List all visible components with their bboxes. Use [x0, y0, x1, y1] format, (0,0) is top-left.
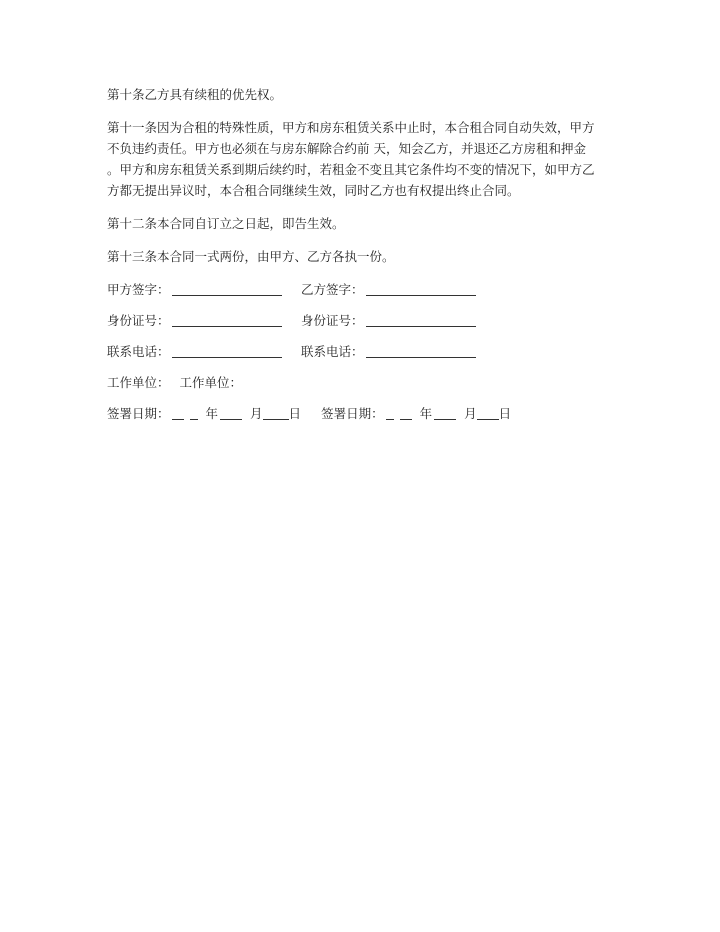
- party-b-date-label: 签署日期：: [321, 406, 384, 421]
- party-a-id-label: 身份证号：: [107, 313, 170, 328]
- party-a-signature-blank[interactable]: [172, 281, 282, 296]
- party-a-signature: [107, 279, 301, 300]
- party-a-date-label: 签署日期：: [107, 406, 170, 421]
- party-a-month-blank[interactable]: [220, 405, 242, 420]
- party-b-workplace-label: 工作单位：: [179, 375, 243, 390]
- party-b-month-blank[interactable]: [434, 405, 456, 420]
- party-a-month-label: 月: [250, 406, 263, 421]
- clause-11-line-2: 不负违约责任。甲方也必须在与房东解除合约前 天，知会乙方，并退还乙方房租和押金: [107, 141, 586, 156]
- party-b-id-blank[interactable]: [366, 312, 476, 327]
- document-content: [107, 84, 617, 424]
- party-b-signature: [301, 279, 501, 300]
- phone-row: [107, 341, 617, 362]
- clause-13: 第十三条本合同一式两份，由甲方、乙方各执一份。: [107, 249, 395, 264]
- party-a-signature-label: 甲方签字：: [107, 282, 170, 297]
- clause-11: [107, 117, 617, 201]
- party-b-id-label: 身份证号：: [301, 313, 364, 328]
- party-a-phone-blank[interactable]: [172, 343, 282, 358]
- signature-row: [107, 279, 617, 300]
- party-b-phone-label: 联系电话：: [301, 344, 364, 359]
- party-a-id-blank[interactable]: [172, 312, 282, 327]
- id-number-row: [107, 310, 617, 331]
- workplace-row: [107, 372, 617, 393]
- party-b-year-blank-2[interactable]: [400, 405, 412, 420]
- party-b-month-label: 月: [464, 406, 477, 421]
- party-a-id: [107, 310, 301, 331]
- clause-11-line-1: 第十一条因为合租的特殊性质，甲方和房东租赁关系中止时，本合租合同自动失效，甲方: [107, 120, 595, 135]
- signing-date-row: [107, 403, 617, 424]
- clause-11-line-4: 方都无提出异议时，本合租合同继续生效，同时乙方也有权提出终止合同。: [107, 183, 520, 198]
- party-a-year-blank-1[interactable]: [172, 405, 184, 420]
- party-a-year-label: 年: [205, 406, 219, 421]
- party-b-signature-blank[interactable]: [366, 281, 476, 296]
- party-a-workplace-label: 工作单位：: [107, 375, 170, 390]
- party-a-phone: [107, 341, 301, 362]
- party-b-phone-blank[interactable]: [366, 343, 476, 358]
- party-b-year-blank-1[interactable]: [386, 405, 394, 420]
- party-a-day-label: 日: [288, 406, 302, 421]
- party-b-signature-label: 乙方签字：: [301, 282, 364, 297]
- party-b-day-label: 日: [498, 406, 512, 421]
- clause-12: 第十二条本合同自订立之日起，即告生效。: [107, 216, 345, 231]
- party-b-day-blank[interactable]: [477, 405, 499, 420]
- clause-10: 第十条乙方具有续租的优先权。: [107, 87, 283, 102]
- party-a-day-blank[interactable]: [263, 405, 289, 420]
- party-b-phone: [301, 341, 501, 362]
- party-a-phone-label: 联系电话：: [107, 344, 170, 359]
- clause-11-line-3: 。甲方和房东租赁关系到期后续约时，若租金不变且其它条件均不变的情况下，如甲方乙: [107, 162, 595, 177]
- party-a-year-blank-2[interactable]: [190, 405, 198, 420]
- party-b-id: [301, 310, 501, 331]
- party-b-year-label: 年: [419, 406, 433, 421]
